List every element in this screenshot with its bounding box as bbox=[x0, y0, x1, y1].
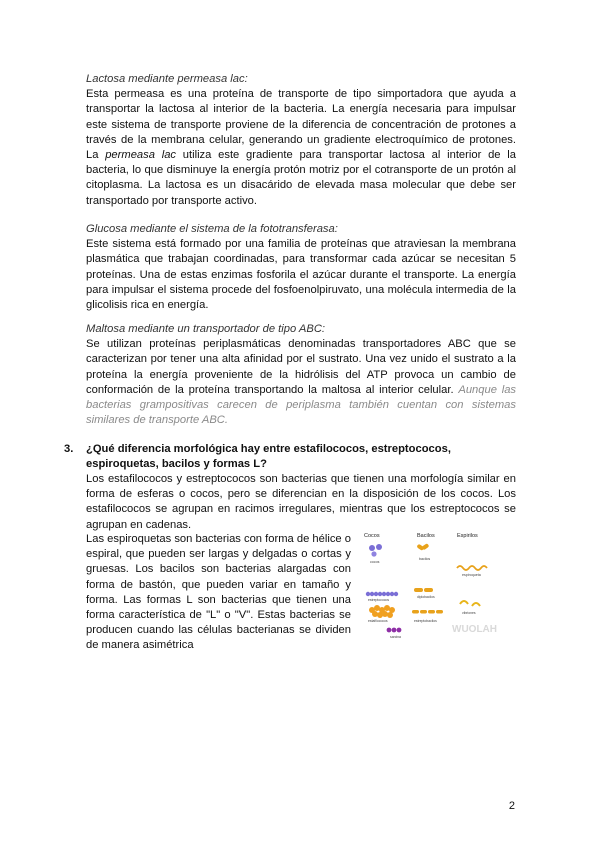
label-espiroqueta: espiroqueta bbox=[462, 573, 481, 577]
body-text: Esta permeasa es una proteína de transporte de tipo simportadora que ayuda a transportar la lactosa al interior de la bacteria. La energía necesaria para impulsar este sistema de transporte proviene de la diferencia de concentración de protones a través de la membrana celular, generando un gradiente electroquímico de protones. La bbox=[86, 88, 516, 162]
watermark-logo: WUOLAH bbox=[452, 624, 497, 635]
answer-paragraph-2 bbox=[86, 532, 351, 654]
figure-header-espirilos: Espirilos bbox=[457, 533, 478, 539]
section-subtitle: Maltosa mediante un transportador de tipo ABC: bbox=[86, 323, 326, 335]
body-italic-term: permeasa lac bbox=[105, 149, 177, 162]
answer-text: Las espiroquetas son bacterias con forma de hélice o espiral, que pueden ser largas y delgadas o cortas y gruesas. Los bacilos son bacterias alargadas con forma de bastón, que pueden variar en tamaño y forma. Las formas L son bacterias que tienen una forma característica de "L" o "V". Estas bacterias se producen cuando las células bacterianas se dividen de manera asimétrica bbox=[86, 533, 351, 652]
section-lactosa bbox=[86, 72, 516, 209]
cocos-icon bbox=[369, 544, 382, 557]
section-subtitle: Lactosa mediante permeasa lac: bbox=[86, 73, 248, 85]
label-vibriones: vibriones bbox=[462, 611, 476, 615]
spirochete-icon bbox=[457, 566, 487, 570]
streptobacillus-icon bbox=[412, 610, 443, 614]
label-bacilos: bacilos bbox=[419, 557, 431, 561]
bacteria-morphology-figure bbox=[362, 530, 517, 640]
section-body: Este sistema está formado por una familia de proteínas que atraviesan la membrana plasmática que trabajan coordinadas, para transformar cada azúcar se necesitan 5 proteínas. Una de estas enzimas fosforila el azúcar durante el transporte. La energía para impulsar el sistema procede del fosfoenolpiruvato, una molécula intermedia de la glicolisis rica en energía. bbox=[86, 238, 516, 312]
body-note: Aunque las bacterias grampositivas carecen de periplasma también cuentan con sistemas similares de transporte ABC. bbox=[86, 383, 517, 427]
question-number: 3. bbox=[64, 443, 74, 455]
figure-header-bacilos: Bacilos bbox=[417, 533, 435, 539]
label-estreptococos: estreptococos bbox=[368, 598, 390, 602]
page-number: 2 bbox=[508, 800, 515, 812]
figure-header-cocos: Cocos bbox=[364, 533, 380, 539]
answer-paragraph-1 bbox=[86, 472, 516, 533]
answer-text: Los estafilococos y estreptococos son bacterias que tienen una morfología similar en forma de esferas o cocos, pero se diferencian en la disposición de los cocos. Los estafilococos se agrupan en racimos irregulares, mientras que los estreptococos se agrupan en cadenas. bbox=[86, 473, 516, 531]
section-maltosa bbox=[86, 322, 516, 428]
label-estafilococos: estafilococos bbox=[368, 619, 388, 623]
streptococcus-icon bbox=[366, 592, 398, 596]
label-cocos: cocos bbox=[370, 560, 380, 564]
section-glucosa bbox=[86, 222, 516, 313]
vibrio-icon bbox=[460, 601, 480, 606]
body-text-end: utiliza este gradiente para transportar lactosa al interior de la bacteria, lo que disminuye la energía protón motriz por el cotransporte de un protón al citoplasma. La lactosa es un disacárido de elevada masa molecular que debe ser transportado por transporte activo. bbox=[86, 149, 516, 207]
section-subtitle: Glucosa mediante el sistema de la fototransferasa: bbox=[86, 223, 338, 235]
sarcina-icon bbox=[387, 628, 402, 633]
diplobacillus-icon bbox=[414, 588, 433, 592]
question-text: ¿Qué diferencia morfológica hay entre estafilococos, estreptococos, espiroquetas, bacilos y formas L? bbox=[86, 443, 451, 471]
section-body bbox=[86, 87, 516, 209]
question-3 bbox=[64, 442, 516, 472]
staphylococcus-icon bbox=[369, 605, 395, 618]
body-text: Se utilizan proteínas periplasmáticas denominadas transportadores ABC que se caracterizan por tener una alta afinidad por el sustrato. Una vez unido el sustrato a la proteína la energía proveniente de la hidrólisis del ATP provoca un cambio de conformación de la proteína transportando la maltosa al interior celular. bbox=[86, 338, 516, 396]
bacillus-icon bbox=[416, 543, 429, 551]
section-body bbox=[86, 337, 516, 428]
label-sarcina: sarcina bbox=[390, 635, 401, 639]
label-diplobacilos: diplobacilos bbox=[417, 595, 435, 599]
label-estreptobacilos: estreptobacilos bbox=[414, 619, 437, 623]
